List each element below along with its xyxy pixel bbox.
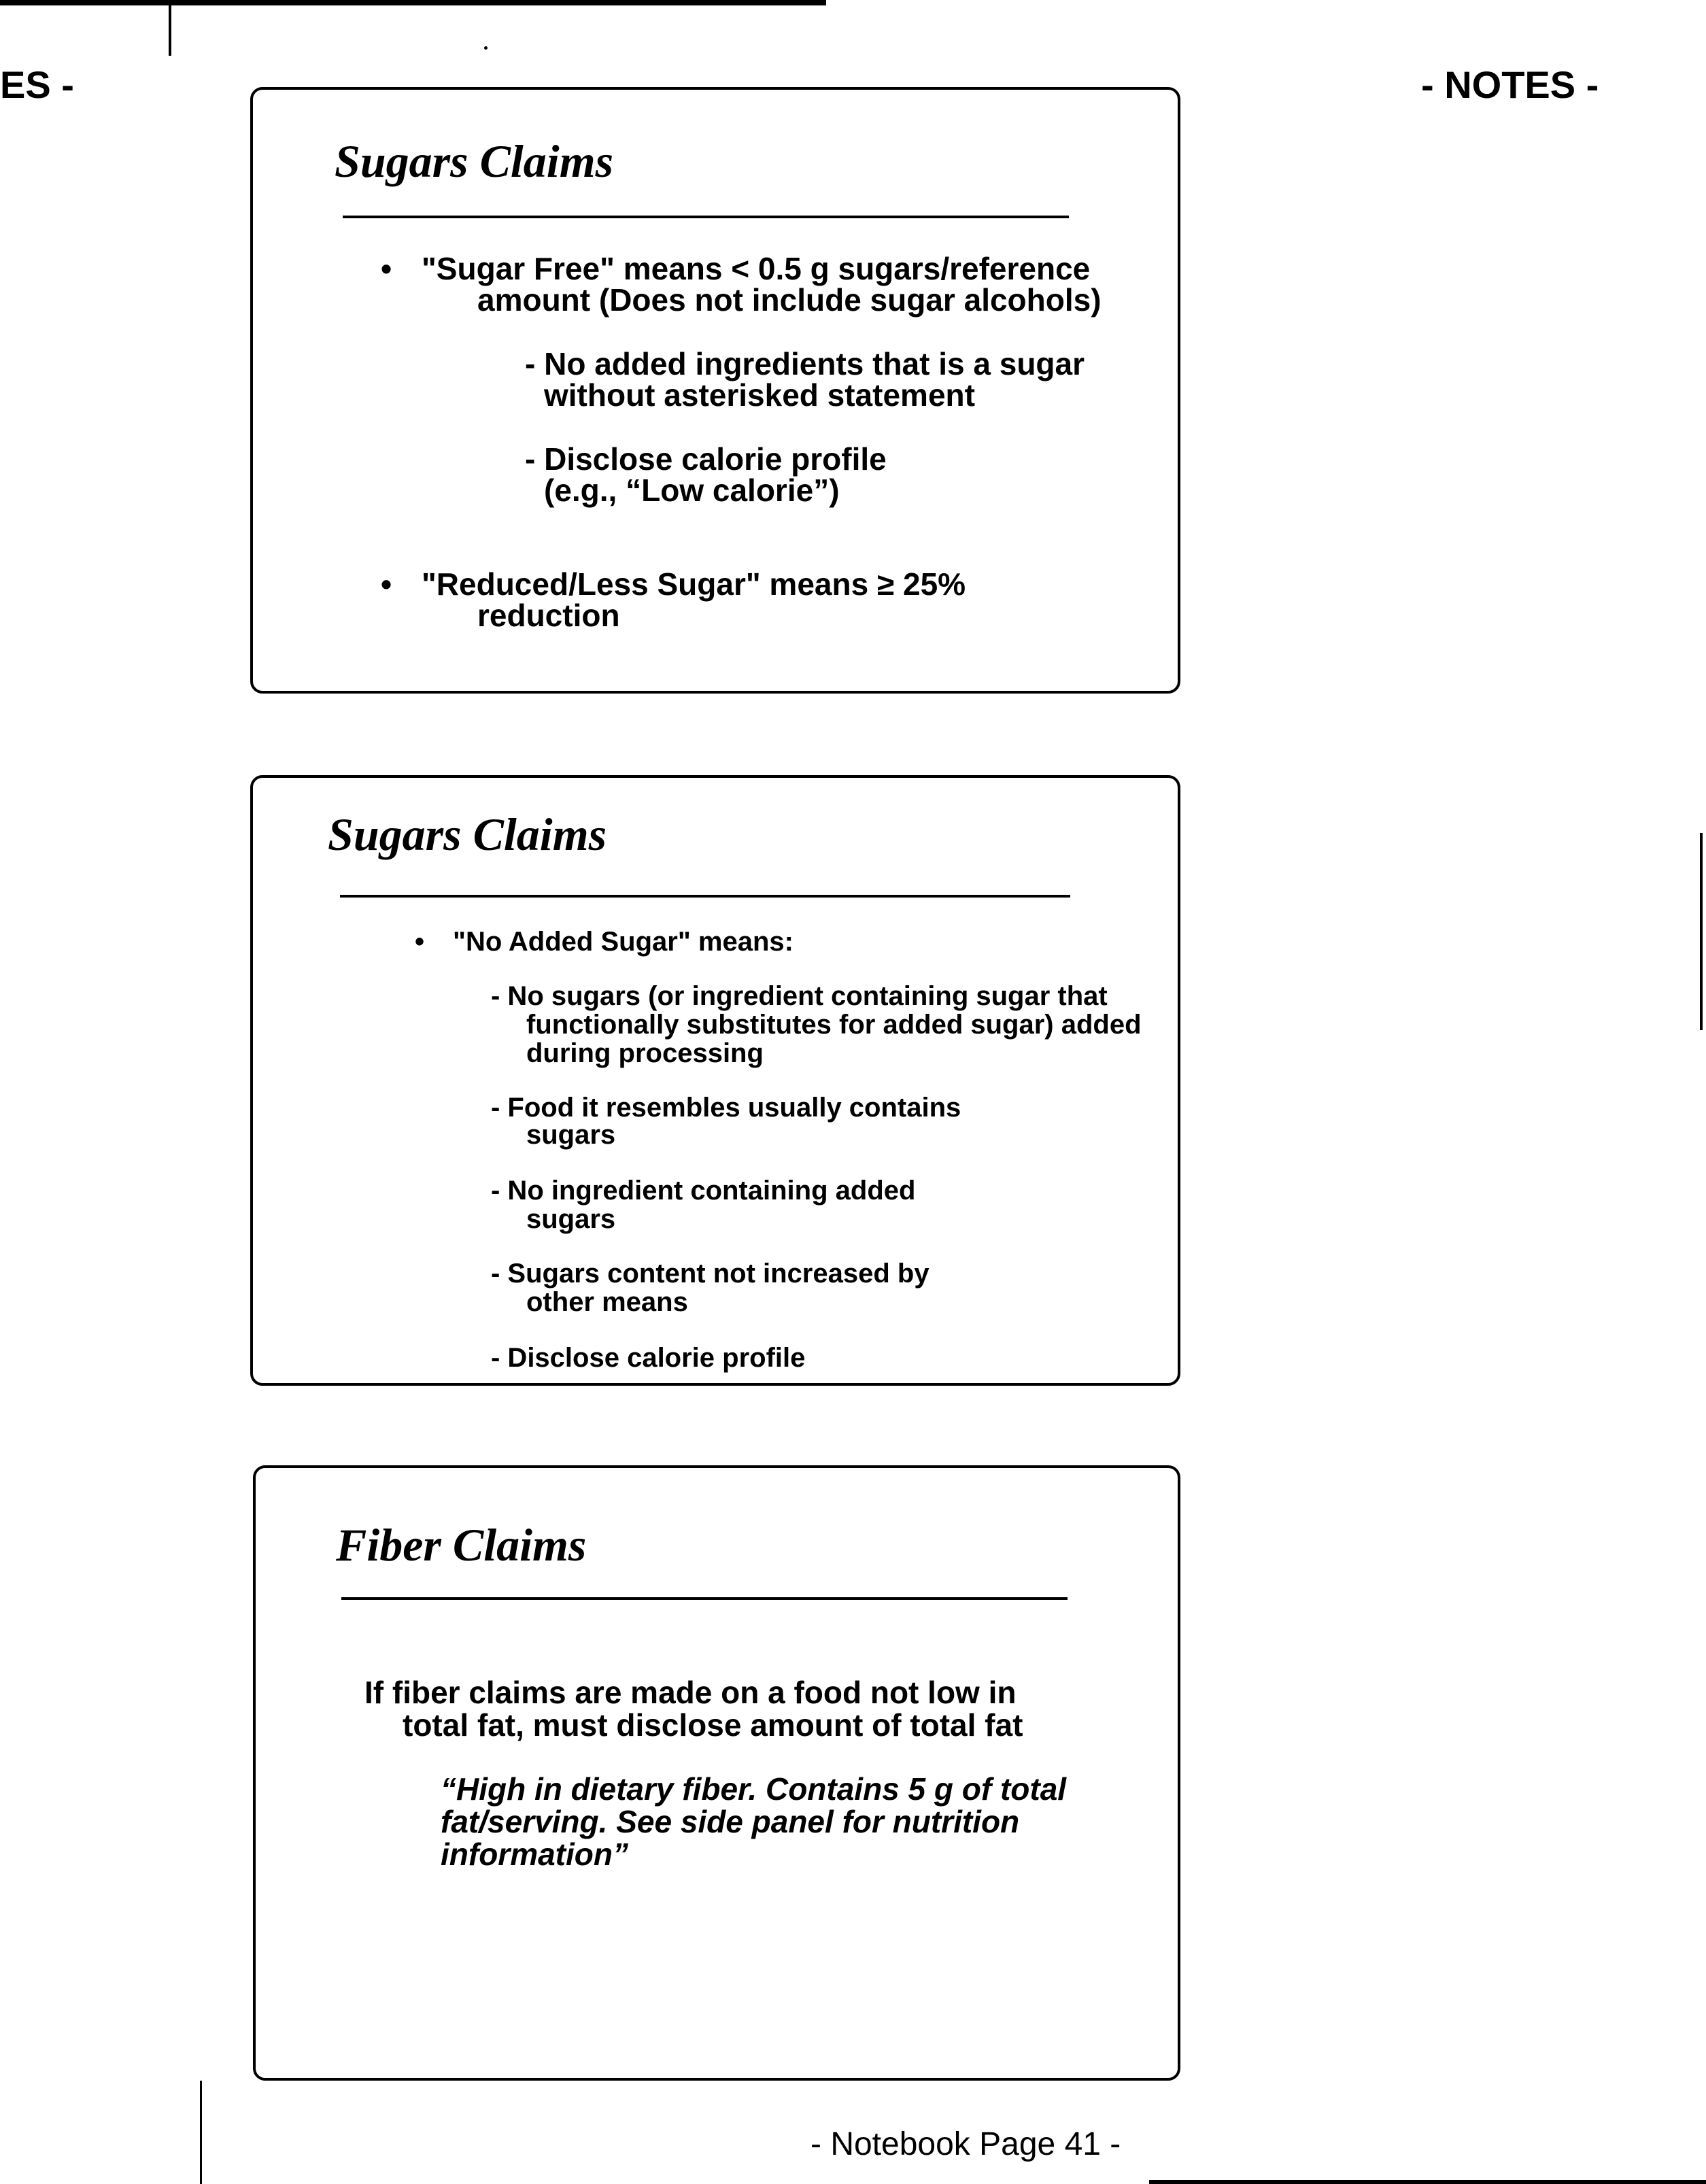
- slide-title: Fiber Claims: [336, 1519, 587, 1571]
- sub-item: - No ingredient containing added: [491, 1176, 916, 1206]
- sub-item: - Disclose calorie profile: [525, 441, 887, 477]
- sub-item: - No added ingredients that is a sugar: [525, 346, 1085, 381]
- quote-text: “High in dietary fiber. Contains 5 g of total: [441, 1771, 1067, 1807]
- bullet-text: reduction: [477, 598, 620, 633]
- sub-item: sugars: [526, 1120, 616, 1150]
- sub-item: sugars: [526, 1204, 616, 1234]
- scan-edge-mark: [169, 0, 171, 56]
- slide-sugars-claims-1: [250, 87, 1180, 694]
- sub-item: functionally substitutes for added sugar) added: [526, 1010, 1142, 1040]
- quote-text: information”: [441, 1837, 628, 1872]
- bullet-text: "No Added Sugar" means:: [453, 927, 794, 957]
- slide-sugars-claims-2: [250, 775, 1180, 1386]
- sub-item: - Disclose calorie profile: [491, 1343, 806, 1373]
- paragraph-text: total fat, must disclose amount of total fat: [403, 1707, 1023, 1743]
- sub-item: (e.g., “Low calorie”): [544, 473, 840, 508]
- sub-item: - Food it resembles usually contains: [491, 1093, 961, 1123]
- sub-item: other means: [526, 1287, 688, 1317]
- paragraph-text: If fiber claims are made on a food not low in: [364, 1675, 1017, 1710]
- title-rule: [340, 895, 1070, 898]
- title-rule: [343, 216, 1069, 218]
- page-number-footer: - Notebook Page 41 -: [811, 2126, 1121, 2162]
- sub-item: - Sugars content not increased by: [491, 1259, 929, 1289]
- bullet-dot: •: [381, 251, 392, 286]
- bullet-text: "Reduced/Less Sugar" means ≥ 25%: [422, 566, 966, 602]
- left-notes-label: ES -: [0, 63, 74, 106]
- scan-speck: [484, 46, 488, 50]
- scan-edge-top: [0, 0, 826, 5]
- slide-title: Sugars Claims: [328, 808, 607, 860]
- title-rule: [341, 1597, 1068, 1600]
- slide-title: Sugars Claims: [335, 135, 614, 187]
- scan-edge-bottom: [1149, 2180, 1706, 2184]
- bullet-dot: •: [415, 927, 425, 957]
- sub-item: during processing: [526, 1038, 764, 1068]
- sub-item: without asterisked statement: [544, 377, 975, 413]
- scan-edge-right: [1700, 833, 1703, 1030]
- right-notes-label: - NOTES -: [1421, 63, 1599, 106]
- quote-text: fat/serving. See side panel for nutrition: [441, 1804, 1020, 1839]
- bullet-dot: •: [381, 566, 392, 602]
- bullet-text: amount (Does not include sugar alcohols): [477, 282, 1102, 318]
- scan-edge-mark: [200, 2081, 202, 2184]
- bullet-text: "Sugar Free" means < 0.5 g sugars/reference: [422, 251, 1091, 286]
- slide-fiber-claims: [253, 1465, 1180, 2081]
- sub-item: - No sugars (or ingredient containing sugar that: [491, 981, 1108, 1011]
